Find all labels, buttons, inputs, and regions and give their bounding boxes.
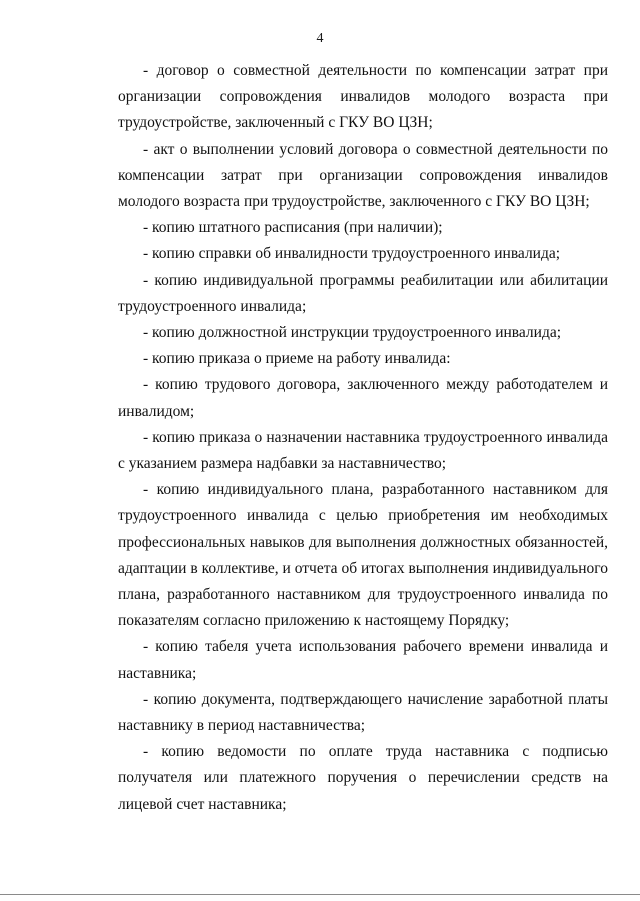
- list-item: - копию трудового договора, заключенного между работодателем и инвалидом;: [118, 376, 608, 420]
- list-item: - копию документа, подтверждающего начисление заработной платы наставнику в период наставничества;: [118, 690, 608, 735]
- list-item: - копию приказа о назначении наставника трудоустроенного инвалида с указанием размера надбавки за наставничество;: [118, 428, 608, 473]
- page-number: 4: [316, 31, 324, 46]
- list-item: - копию должностной инструкции трудоустроенного инвалида;: [143, 324, 562, 342]
- list-item: - копию табеля учета использования рабочего времени инвалида и наставника;: [118, 638, 608, 682]
- list-item: - копию ведомости по оплате труда наставника с подписью получателя или платежного поручения о перечислении средств на лицевой счет наставника;: [118, 743, 608, 813]
- list-item: - договор о совместной деятельности по компенсации затрат при организации сопровождения инвалидов молодого возраста при трудоустройстве, заключенный с ГКУ ВО ЦЗН;: [118, 62, 608, 132]
- page-bottom-edge: [0, 894, 640, 895]
- list-item: - копию приказа о приеме на работу инвалида:: [143, 350, 451, 368]
- list-item: - копию справки об инвалидности трудоустроенного инвалида;: [143, 245, 561, 263]
- list-item: - копию индивидуального плана, разработанного наставником для трудоустроенного инвалида с целью приобретения им необходимых профессиональных навыков для выполнения должностных обязанностей, адаптации в коллективе, и отчета об итогах выполнения индивидуального плана, разработанного наставником для трудоустроенного инвалида по показателям согласно приложению к настоящему Порядку;: [118, 481, 608, 630]
- list-item: - копию индивидуальной программы реабилитации или абилитации трудоустроенного инвалида;: [118, 271, 608, 315]
- document-body: [118, 58, 608, 818]
- list-item: - акт о выполнении условий договора о совместной деятельности по компенсации затрат при организации сопровождения инвалидов молодого возраста при трудоустройстве, заключенного с ГКУ ВО ЦЗН;: [118, 140, 608, 211]
- list-item: - копию штатного расписания (при наличии);: [143, 219, 443, 237]
